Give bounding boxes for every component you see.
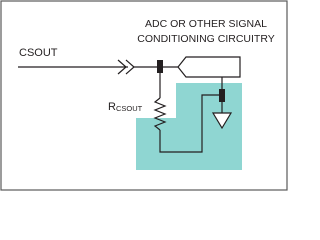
junction-marker (157, 60, 163, 73)
input-label: CSOUT (19, 47, 58, 59)
junction-marker (219, 89, 225, 102)
block-label-line2: CONDITIONING CIRCUITRY (137, 33, 275, 45)
block-label-line1: ADC OR OTHER SIGNAL (145, 18, 267, 30)
resistor-label: RCSOUT (108, 101, 143, 113)
conditioning-block (178, 57, 240, 77)
